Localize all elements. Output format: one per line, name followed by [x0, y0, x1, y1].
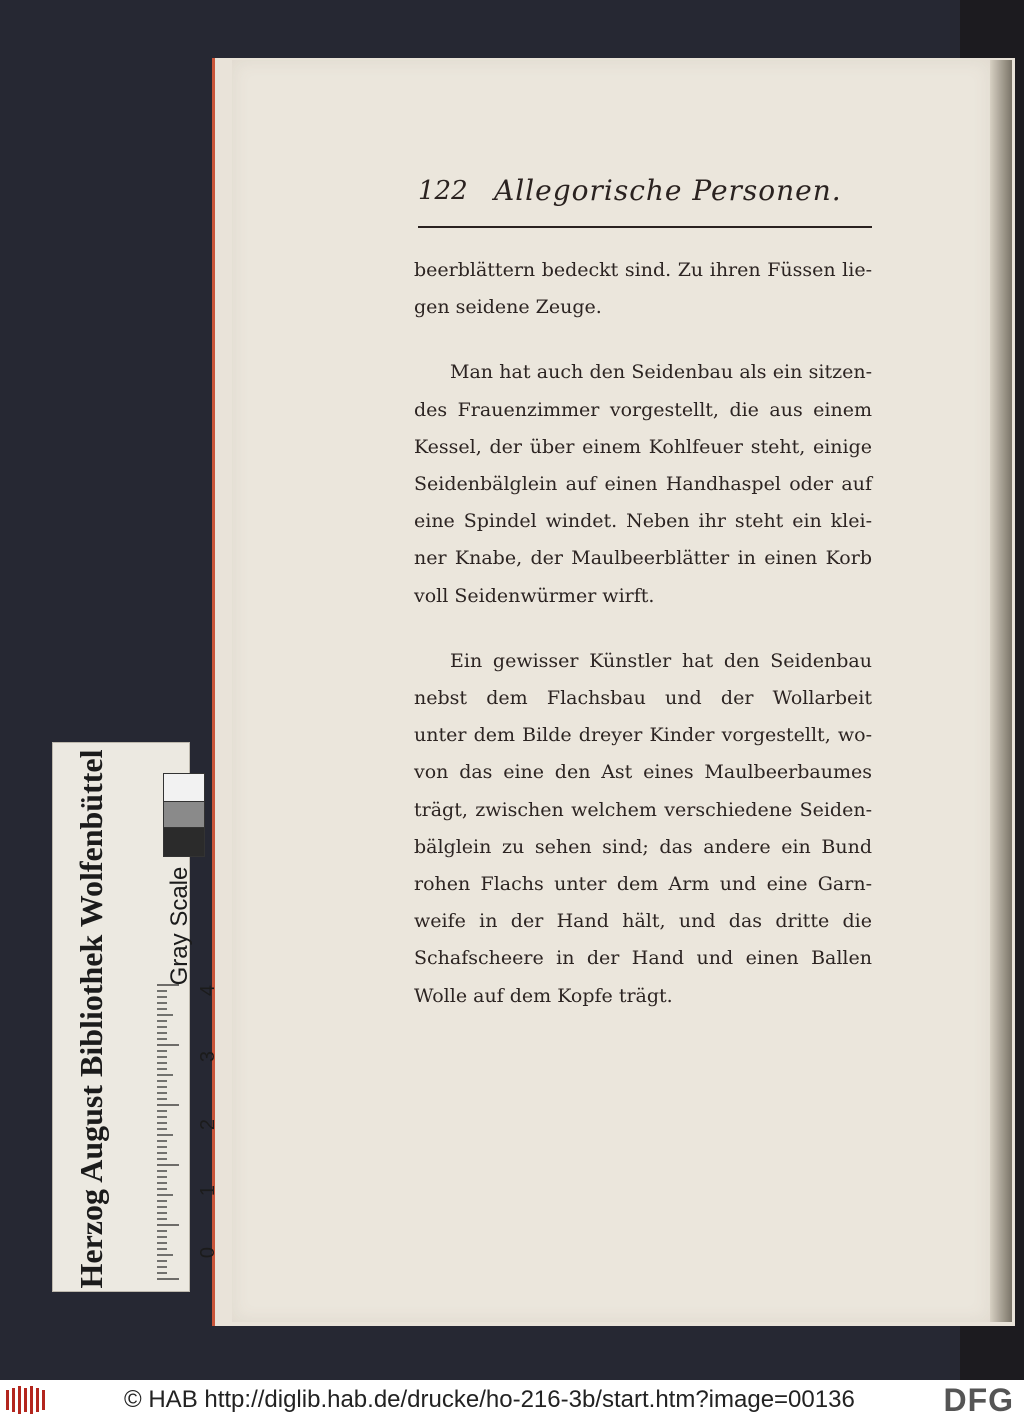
text-line: ner Knabe, der Maulbeerblätter in einen Korb: [414, 547, 872, 570]
ruler-number: 4: [197, 984, 220, 997]
text-line: Man hat auch den Seidenbau als ein sitzen-: [450, 361, 872, 384]
gray-swatch-light: [163, 773, 205, 803]
color-scale-strip: [52, 742, 220, 1292]
text-line: trägt, zwischen welchem verschiedene Seiden-: [414, 798, 872, 821]
body-text: [414, 252, 872, 1015]
text-line: voll Seidenwürmer wirft.: [414, 584, 655, 607]
text-line: eine Spindel windet. Neben ihr steht ein klei-: [414, 510, 872, 533]
text-line: gen seidene Zeuge.: [414, 296, 602, 319]
dfg-logo: DFG: [943, 1382, 1014, 1418]
ruler-ticks: [157, 983, 187, 1283]
page-number: 122: [418, 176, 468, 206]
text-line: Wolle auf dem Kopfe trägt.: [414, 984, 673, 1007]
library-name: Herzog August Bibliothek Wolfenbüttel: [73, 749, 109, 1289]
text-line: rohen Flachs unter dem Arm und eine Garn-: [414, 873, 872, 896]
gray-swatch-mid: [163, 801, 205, 829]
footer-bar: [0, 1380, 1024, 1421]
text-line: des Frauenzimmer vorgestellt, die aus einem: [414, 398, 872, 421]
text-line: bälglein zu sehen sind; das andere ein Bund: [414, 835, 872, 858]
ruler-number: 1: [197, 1184, 220, 1197]
footer-copyright: © HAB http://diglib.hab.de/drucke/ho-216-3b/start.htm?image=00136: [124, 1386, 855, 1413]
text-line: weife in der Hand hält, und das dritte die: [414, 910, 872, 933]
gray-scale-label: Gray Scale: [166, 866, 193, 986]
text-line: nebst dem Flachsbau und der Wollarbeit: [414, 687, 872, 710]
text-line: Ein gewisser Künstler hat den Seidenbau: [450, 649, 872, 672]
ruler-number: 3: [197, 1050, 220, 1063]
hab-logo-icon: [6, 1386, 50, 1414]
running-head: Allegorische Personen.: [494, 174, 842, 207]
text-line: Schafscheere in der Hand und einen Ballen: [414, 947, 872, 970]
page-gutter: [990, 60, 1012, 1322]
header-rule: [418, 226, 872, 228]
text-line: unter dem Bilde dreyer Kinder vorgestellt, wo-: [414, 724, 872, 747]
text-line: Seidenbälglein auf einen Handhaspel oder auf: [414, 473, 872, 496]
ruler-number: 0: [197, 1246, 220, 1259]
text-line: beerblättern bedeckt sind. Zu ihren Füssen lie-: [414, 259, 872, 281]
text-line: Kessel, der über einem Kohlfeuer steht, einige: [414, 435, 872, 458]
page-header: [418, 170, 878, 214]
ruler-number: 2: [197, 1118, 220, 1131]
text-line: von das eine den Ast eines Maulbeerbaumes: [414, 761, 872, 784]
